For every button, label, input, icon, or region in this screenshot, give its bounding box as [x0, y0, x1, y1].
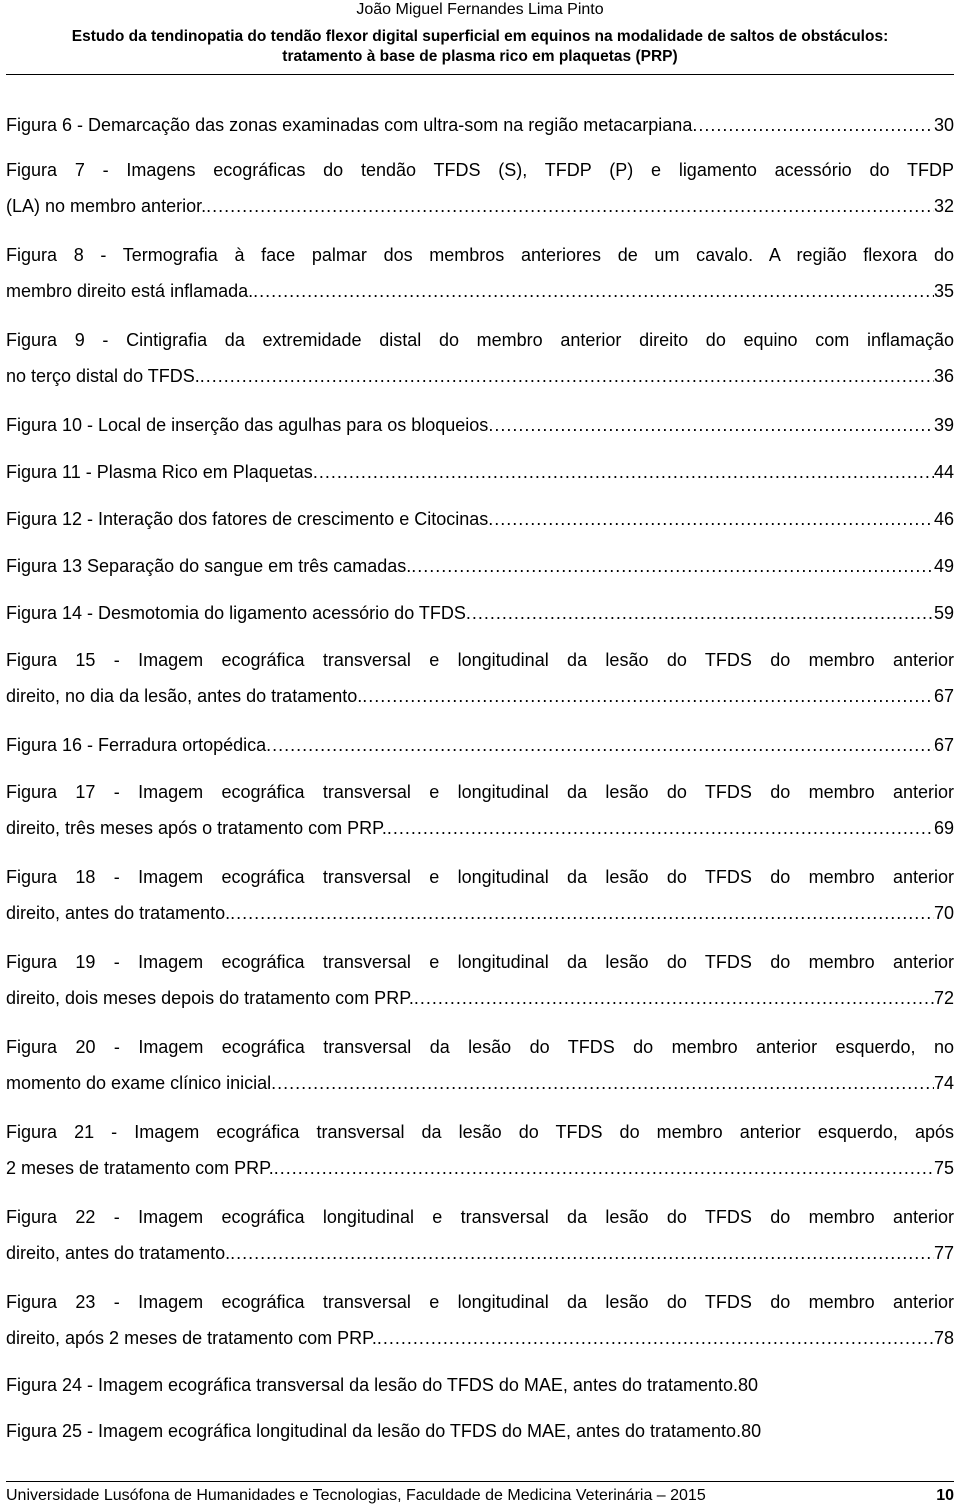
list-item[interactable] [6, 107, 954, 143]
list-item[interactable] [6, 152, 954, 224]
entry-page-number: 67 [933, 686, 954, 706]
list-item[interactable] [6, 454, 954, 490]
entry-text-line: Figura 9 - Cintigrafia da extremidade distal do membro anterior direito do equino com inflamação [6, 330, 954, 350]
list-item[interactable] [6, 944, 954, 1016]
dot-leader [411, 548, 934, 584]
list-item[interactable] [6, 642, 954, 714]
entry-text-line: Figura 12 - Interação dos fatores de crescimento e Citocinas [6, 509, 489, 529]
dot-leader [230, 895, 934, 931]
list-item[interactable] [6, 595, 954, 631]
entry-text-line: Figura 21 - Imagem ecográfica transversal da lesão do TFDS do membro anterior esquerdo, após [6, 1122, 954, 1142]
header-title-line-2: tratamento à base de plasma rico em plaquetas (PRP) [282, 48, 678, 65]
entry-final-line [6, 107, 954, 143]
entry-final-line [6, 727, 954, 763]
entry-text-line: Figura 25 - Imagem ecográfica longitudinal da lesão do TFDS do MAE, antes do tratamento.80 [6, 1421, 762, 1441]
list-item[interactable] [6, 407, 954, 443]
dot-leader [271, 1065, 934, 1101]
entry-page-number: 59 [933, 603, 954, 623]
entry-page-number: 67 [933, 735, 954, 755]
entry-text-line: Figura 17 - Imagem ecográfica transversal e longitudinal da lesão do TFDS do membro anterior [6, 782, 954, 802]
entry-text-line: (LA) no membro anterior. [6, 196, 207, 216]
entry-page-number: 74 [933, 1073, 954, 1093]
entry-page-number: 30 [933, 115, 954, 135]
dot-leader [230, 1235, 934, 1271]
list-item[interactable] [6, 1284, 954, 1356]
entry-text-line: direito, após 2 meses de tratamento com PRP. [6, 1328, 377, 1348]
entry-final-line [6, 548, 954, 584]
entry-text-line: Figura 22 - Imagem ecográfica longitudinal e transversal da lesão do TFDS do membro anterior [6, 1207, 954, 1227]
dot-leader [377, 1320, 934, 1356]
entry-text-line: momento do exame clínico inicial [6, 1073, 272, 1093]
entry-final-line [6, 980, 954, 1016]
entry-text-line: Figura 20 - Imagem ecográfica transversal da lesão do TFDS do membro anterior esquerdo, no [6, 1037, 954, 1057]
dot-leader [274, 1150, 934, 1186]
list-item[interactable] [6, 501, 954, 537]
list-item[interactable] [6, 548, 954, 584]
list-item[interactable] [6, 859, 954, 931]
entry-text-line: Figura 8 - Termografia à face palmar dos membros anteriores de um cavalo. A região flexora do [6, 245, 954, 265]
entry-page-number: 44 [933, 462, 954, 482]
entry-final-line [6, 273, 954, 309]
entry-page-number: 35 [933, 281, 954, 301]
dot-leader [692, 107, 934, 143]
entry-text-line: direito, antes do tratamento. [6, 1243, 231, 1263]
entry-final-line [6, 895, 954, 931]
entry-text-line: direito, três meses após o tratamento com PRP. [6, 818, 387, 838]
dot-leader [488, 501, 934, 537]
list-item[interactable] [6, 774, 954, 846]
entry-text-line: Figura 23 - Imagem ecográfica transversal e longitudinal da lesão do TFDS do membro anterior [6, 1292, 954, 1312]
entry-final-line [6, 1235, 954, 1271]
entry-text-line: Figura 11 - Plasma Rico em Plaquetas [6, 462, 313, 482]
entry-final-line [6, 407, 954, 443]
page-number: 10 [936, 1487, 954, 1504]
list-item[interactable] [6, 1199, 954, 1271]
entry-text-line: Figura 14 - Desmotomia do ligamento acessório do TFDS [6, 603, 466, 623]
entry-final-line [6, 1413, 954, 1449]
entry-page-number: 77 [933, 1243, 954, 1263]
list-item[interactable] [6, 727, 954, 763]
entry-text-line: no terço distal do TFDS. [6, 366, 200, 386]
entry-text-line: Figura 18 - Imagem ecográfica transversal e longitudinal da lesão do TFDS do membro anterior [6, 867, 954, 887]
entry-page-number: 78 [933, 1328, 954, 1348]
entry-text-line: direito, no dia da lesão, antes do tratamento. [6, 686, 363, 706]
list-item[interactable] [6, 1114, 954, 1186]
footer-divider [6, 1481, 954, 1482]
entry-page-number: 70 [933, 903, 954, 923]
dot-leader [253, 273, 934, 309]
entry-page-number: 49 [933, 556, 954, 576]
entry-text-line: Figura 6 - Demarcação das zonas examinadas com ultra-som na região metacarpiana [6, 115, 693, 135]
entry-text-line: Figura 10 - Local de inserção das agulhas para os bloqueios [6, 415, 489, 435]
dot-leader [200, 358, 934, 394]
entry-final-line [6, 678, 954, 714]
dot-leader [387, 810, 934, 846]
header-title-line-1: Estudo da tendinopatia do tendão flexor digital superficial em equinos na modalidade de saltos de obstáculos: [71, 28, 889, 45]
entry-text-line: Figura 7 - Imagens ecográficas do tendão TFDS (S), TFDP (P) e ligamento acessório do TFDP [6, 160, 954, 180]
list-item[interactable] [6, 322, 954, 394]
entry-final-line [6, 501, 954, 537]
entry-page-number: 75 [933, 1158, 954, 1178]
entry-page-number: 36 [933, 366, 954, 386]
entry-text-line: Figura 15 - Imagem ecográfica transversal e longitudinal da lesão do TFDS do membro anterior [6, 650, 954, 670]
footer-institution: Universidade Lusófona de Humanidades e Tecnologias, Faculdade de Medicina Veterinária – 2015 [6, 1487, 706, 1504]
entry-final-line [6, 454, 954, 490]
entry-text-line: Figura 24 - Imagem ecográfica transversal da lesão do TFDS do MAE, antes do tratamento.80 [6, 1375, 759, 1395]
entry-final-line [6, 595, 954, 631]
dot-leader [266, 727, 934, 763]
dot-leader [313, 454, 934, 490]
header-author: João Miguel Fernandes Lima Pinto [356, 1, 604, 18]
entry-text-line: direito, dois meses depois do tratamento com PRP. [6, 988, 414, 1008]
dot-leader [206, 188, 934, 224]
entry-text-line: Figura 19 - Imagem ecográfica transversal e longitudinal da lesão do TFDS do membro anterior [6, 952, 954, 972]
list-item[interactable] [6, 1413, 954, 1449]
entry-final-line [6, 810, 954, 846]
entry-final-line [6, 1367, 954, 1403]
entry-final-line [6, 1320, 954, 1356]
entry-text-line: 2 meses de tratamento com PRP. [6, 1158, 274, 1178]
dot-leader [488, 407, 934, 443]
entry-final-line [6, 1150, 954, 1186]
entry-final-line [6, 188, 954, 224]
entry-page-number: 69 [933, 818, 954, 838]
dot-leader [362, 678, 934, 714]
entry-page-number: 39 [933, 415, 954, 435]
entry-page-number: 46 [933, 509, 954, 529]
list-item[interactable] [6, 237, 954, 309]
header-divider [6, 74, 954, 75]
list-item[interactable] [6, 1367, 954, 1403]
entry-text-line: direito, antes do tratamento. [6, 903, 231, 923]
dot-leader [466, 595, 934, 631]
entry-final-line [6, 358, 954, 394]
list-item[interactable] [6, 1029, 954, 1101]
entry-page-number: 72 [933, 988, 954, 1008]
dot-leader [414, 980, 934, 1016]
entry-page-number: 32 [933, 196, 954, 216]
entry-text-line: Figura 16 - Ferradura ortopédica [6, 735, 267, 755]
entry-text-line: Figura 13 Separação do sangue em três camadas. [6, 556, 412, 576]
entry-final-line [6, 1065, 954, 1101]
entry-text-line: membro direito está inflamada. [6, 281, 254, 301]
